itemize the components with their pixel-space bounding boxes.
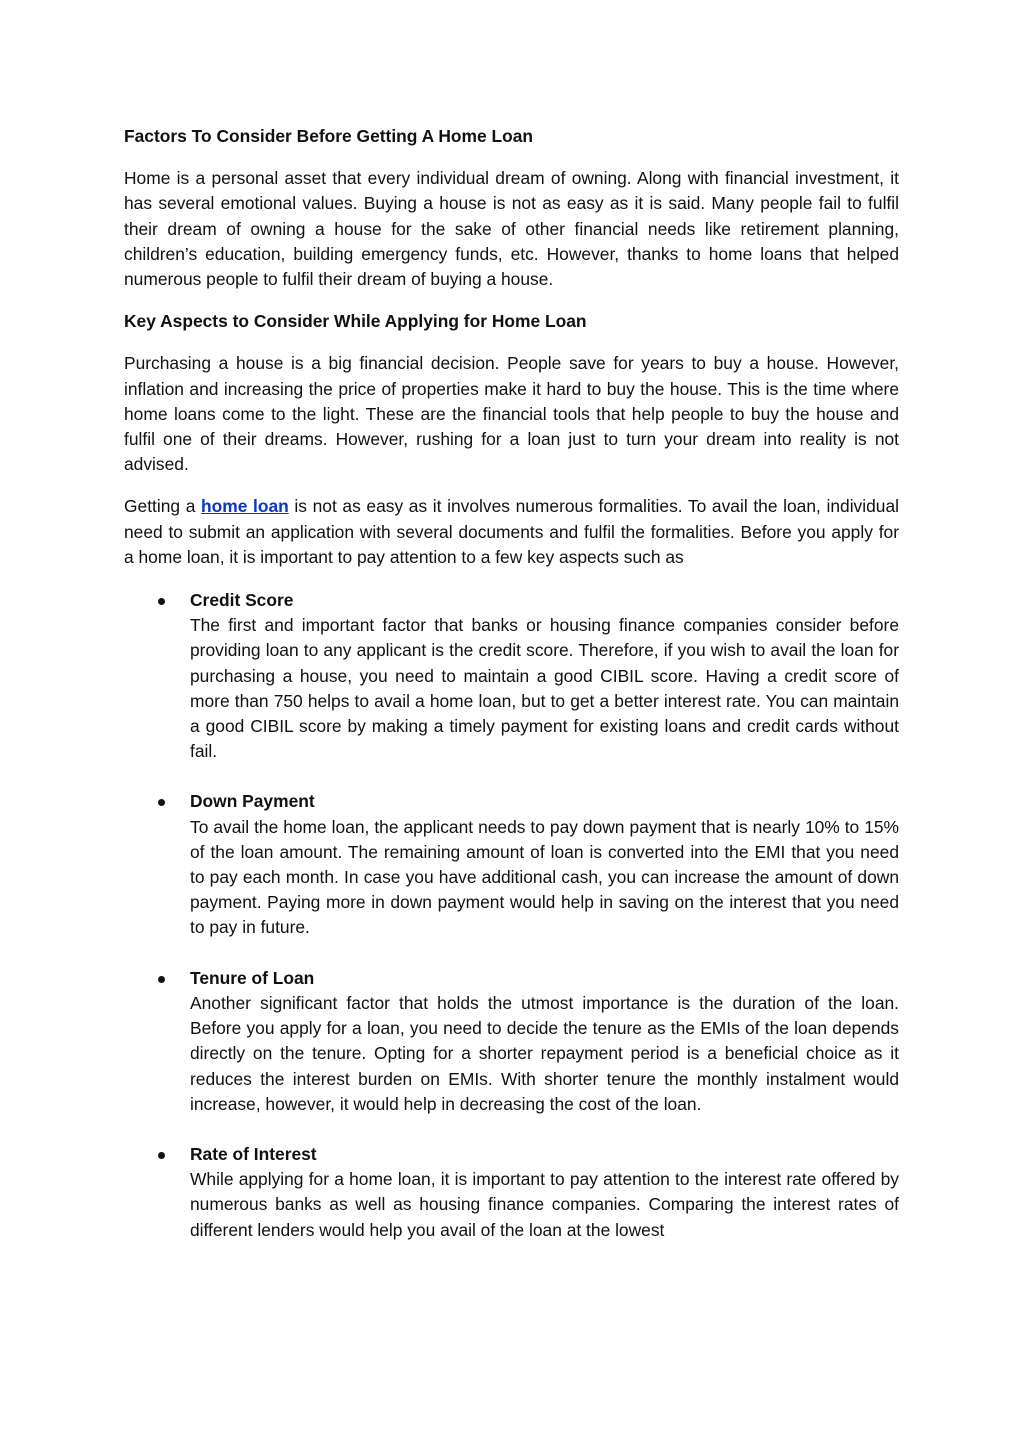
getting-loan-text-start: Getting a (124, 496, 202, 517)
aspect-body: To avail the home loan, the applicant needs to pay down payment that is nearly 10% to 15% of the loan amount. The remaining amount of loan is converted into the EMI that you need to pay each month. In case you have additional cash, you can increase the amount of down payment. Paying more in down payment would help in saving on the interest that you need to pay in future. (190, 816, 899, 938)
list-item-down-payment (124, 789, 899, 940)
aspect-body: The first and important factor that banks or housing finance companies consider before providing loan to any applicant is the credit score. Therefore, if you wish to avail the loan for purchasing a house, you need to maintain a good CIBIL score. Having a credit score of more than 750 helps to avail a home loan, but to get a better interest rate. You can maintain a good CIBIL score by making a timely payment for existing loans and credit cards without fail. (190, 615, 899, 762)
document-title: Factors To Consider Before Getting A Home Loan (124, 126, 534, 146)
aspect-title: Tenure of Loan (190, 967, 315, 988)
intro-paragraph: Home is a personal asset that every individual dream of owning. Along with financial investment, it has several emotional values. Buying a house is not as easy as it is said. Many people fail to fulfil their dream of owning a house for the sake of other financial needs like retirement planning, children’s education, building emergency funds, etc. However, thanks to home loans that helped numerous people to fulfil their dream of buying a house. (124, 168, 899, 290)
aspect-title: Down Payment (190, 791, 315, 812)
list-item-tenure-of-loan (124, 966, 899, 1117)
document-page (124, 124, 899, 1268)
bullet-icon (158, 976, 165, 983)
bullet-icon (158, 799, 165, 806)
aspect-body: While applying for a home loan, it is important to pay attention to the interest rate offered by numerous banks as well as housing finance companies. Comparing the interest rates of different lenders would help you avail of the loan at the lowest (190, 1169, 899, 1240)
list-item-rate-of-interest (124, 1142, 899, 1243)
aspect-body: Another significant factor that holds the utmost importance is the duration of the loan. Before you apply for a loan, you need to decide the tenure as the EMIs of the loan depends directly on the tenure. Opting for a shorter repayment period is a beneficial choice as it reduces the interest burden on EMIs. With shorter tenure the monthly instalment would increase, however, it would help in decreasing the cost of the loan. (190, 992, 899, 1114)
bullet-icon (158, 598, 165, 605)
getting-loan-text-end: is not as easy as it involves numerous formalities. To avail the loan, individual need to submit an application with several documents and fulfil the formalities. Before you apply for a home loan, it is important to pay attention to a few key aspects such as (124, 496, 899, 567)
getting-loan-paragraph (124, 494, 899, 570)
key-aspects-list (124, 588, 899, 1243)
purchasing-paragraph: Purchasing a house is a big financial decision. People save for years to buy a house. However, inflation and increasing the price of properties make it hard to buy the house. This is the time where home loans come to the light. These are the financial tools that help people to buy the house and fulfil one of their dreams. However, rushing for a loan just to turn your dream into reality is not advised. (124, 353, 899, 475)
aspect-title: Credit Score (190, 590, 294, 611)
list-item-credit-score (124, 588, 899, 764)
aspect-title: Rate of Interest (190, 1143, 317, 1164)
home-loan-link[interactable]: home loan (201, 496, 289, 517)
section-heading: Key Aspects to Consider While Applying for Home Loan (124, 311, 587, 332)
bullet-icon (158, 1152, 165, 1159)
